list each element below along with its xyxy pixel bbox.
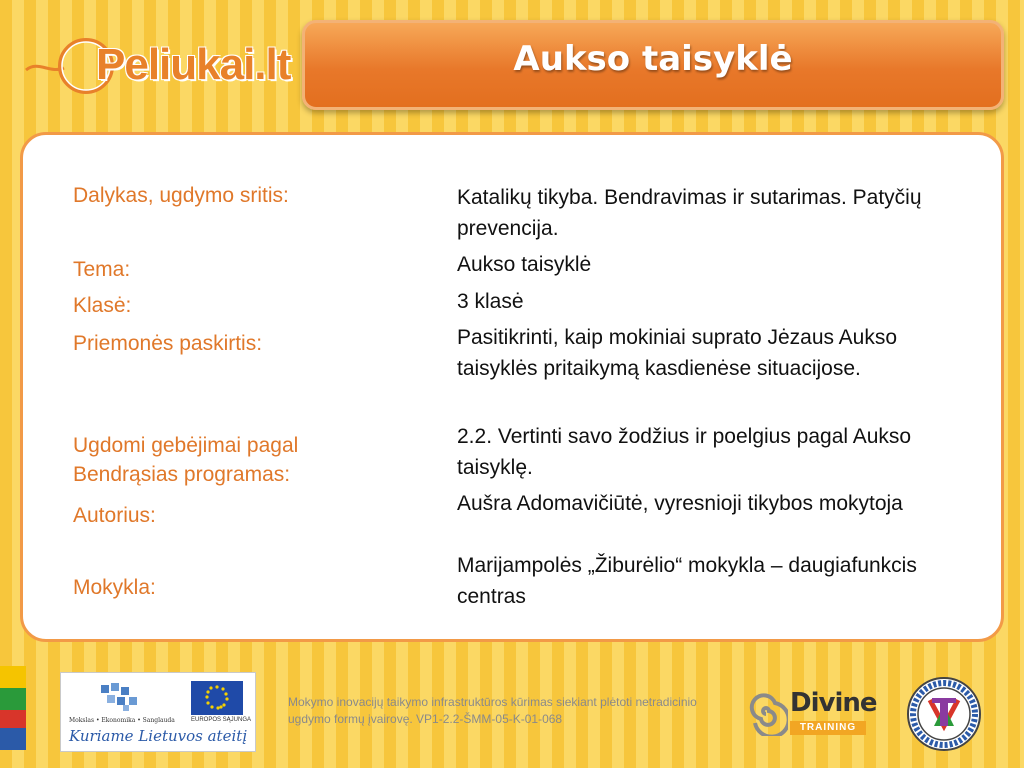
flag-green bbox=[0, 688, 26, 710]
eu-stars-icon bbox=[191, 681, 243, 715]
flag-red bbox=[0, 710, 26, 728]
eu-slogan: Kuriame Lietuvos ateitį bbox=[69, 727, 248, 745]
title-bar bbox=[302, 20, 1004, 110]
flag-blue bbox=[0, 728, 26, 750]
value-topic: Aukso taisyklė bbox=[457, 253, 592, 276]
info-panel bbox=[20, 132, 1004, 642]
value-school: Marijampolės „Žiburėlio“ mokykla – daugiafunkcis centras bbox=[457, 554, 917, 608]
value-grade: 3 klasė bbox=[457, 290, 524, 313]
logo-text: Peliukai.lt bbox=[96, 40, 291, 89]
peliukai-logo[interactable] bbox=[24, 30, 291, 100]
flag-yellow bbox=[0, 666, 26, 688]
label-topic: Tema: bbox=[73, 258, 131, 281]
value-skills: 2.2. Vertinti savo žodžius ir poelgius pagal Aukso taisyklę. bbox=[457, 425, 912, 479]
seal-icon bbox=[906, 676, 982, 752]
spiral-icon bbox=[744, 690, 788, 736]
label-school: Mokykla: bbox=[73, 576, 156, 599]
eu-funding-logo[interactable] bbox=[60, 672, 256, 752]
label-grade: Klasė: bbox=[73, 294, 132, 317]
page-title: Aukso taisyklė bbox=[513, 39, 793, 79]
value-subject: Katalikų tikyba. Bendravimas ir sutarimas. Patyčių prevencija. bbox=[457, 186, 922, 240]
divine-name: Divine bbox=[790, 688, 877, 718]
value-author: Aušra Adomavičiūtė, vyresnioji tikybos mokytoja bbox=[457, 492, 903, 515]
eu-caption: Mokslas • Ekonomika • Sanglauda bbox=[69, 717, 175, 724]
label-purpose: Priemonės paskirtis: bbox=[73, 332, 263, 355]
school-seal[interactable] bbox=[906, 676, 982, 752]
eu-union-label: EUROPOS SĄJUNGA bbox=[191, 717, 252, 723]
project-description: Mokymo inovacijų taikymo infrastruktūros kūrimas siekiant plėtoti netradicinio ugdymo formų įvairovę. VP1-2.2-ŠMM-05-K-01-068 bbox=[288, 695, 697, 726]
divine-tag: TRAINING bbox=[790, 721, 866, 735]
label-subject: Dalykas, ugdymo sritis: bbox=[73, 184, 289, 207]
label-skills: Ugdomi gebėjimai pagal Bendrąsias programas: bbox=[73, 434, 299, 486]
lithuania-map-icon bbox=[95, 681, 155, 715]
label-author: Autorius: bbox=[73, 504, 156, 527]
value-purpose: Pasitikrinti, kaip mokiniai suprato Jėzaus Aukso taisyklės pritaikymą kasdienėse situacijose. bbox=[457, 326, 898, 380]
divine-training-logo[interactable] bbox=[744, 688, 877, 738]
